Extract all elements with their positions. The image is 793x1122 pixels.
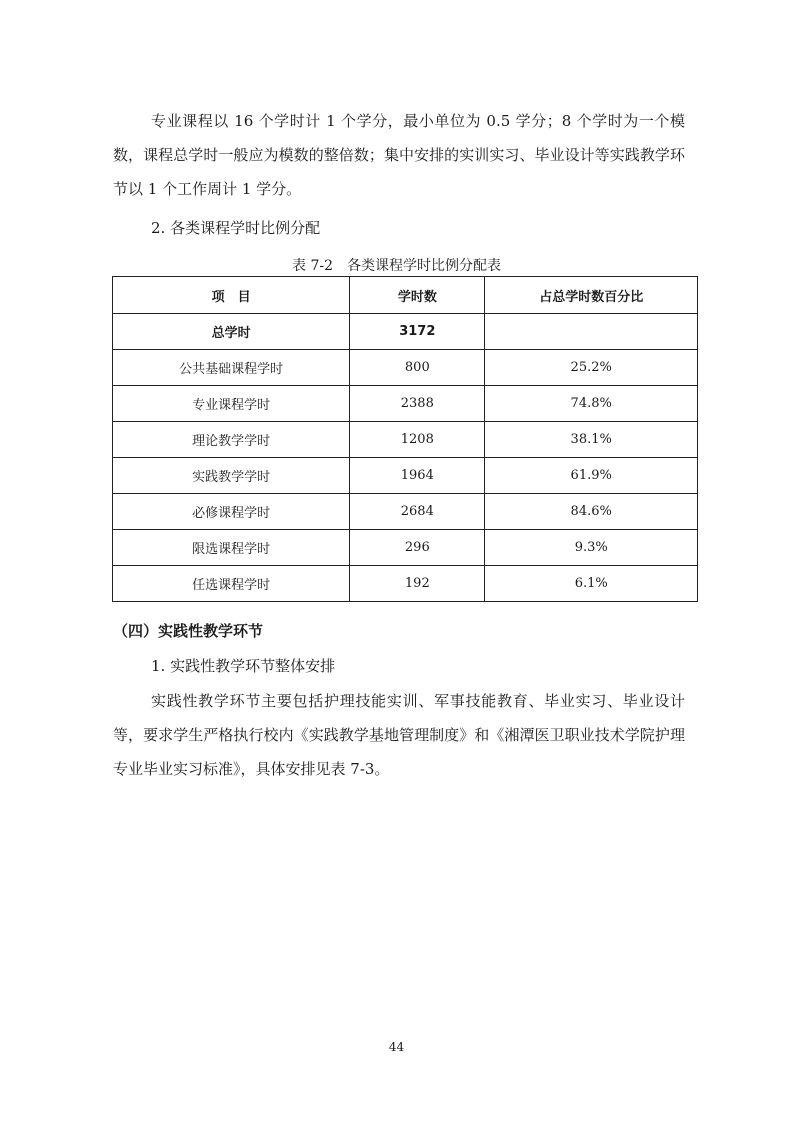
header-percentage: 占总学时数百分比 xyxy=(485,277,698,314)
row-percentage: 74.8% xyxy=(485,386,698,422)
row-percentage: 84.6% xyxy=(485,494,698,530)
hours-ratio-table xyxy=(112,276,698,602)
row-label: 总学时 xyxy=(113,314,350,350)
row-hours: 296 xyxy=(350,530,485,566)
row-label: 必修课程学时 xyxy=(113,494,350,530)
row-label: 理论教学学时 xyxy=(113,422,350,458)
table-row xyxy=(113,566,698,602)
table-row xyxy=(113,386,698,422)
row-percentage: 9.3% xyxy=(485,530,698,566)
subheading-course-ratio: 2. 各类课程学时比例分配 xyxy=(151,219,321,237)
table-row xyxy=(113,314,698,350)
row-label: 公共基础课程学时 xyxy=(113,350,350,386)
table-row xyxy=(113,530,698,566)
page-number: 44 xyxy=(388,1040,405,1054)
row-hours: 2684 xyxy=(350,494,485,530)
row-hours: 1964 xyxy=(350,458,485,494)
table-row xyxy=(113,350,698,386)
table-caption: 表 7-2 各类课程学时比例分配表 xyxy=(292,258,501,274)
header-item: 项 目 xyxy=(113,277,350,314)
row-hours: 1208 xyxy=(350,422,485,458)
table-row xyxy=(113,422,698,458)
row-percentage: 25.2% xyxy=(485,350,698,386)
row-label: 限选课程学时 xyxy=(113,530,350,566)
row-label: 实践教学学时 xyxy=(113,458,350,494)
row-label: 专业课程学时 xyxy=(113,386,350,422)
row-percentage: 38.1% xyxy=(485,422,698,458)
header-hours: 学时数 xyxy=(350,277,485,314)
table-row xyxy=(113,494,698,530)
subheading-practice-arrangement: 1. 实践性教学环节整体安排 xyxy=(151,657,336,675)
row-label: 任选课程学时 xyxy=(113,566,350,602)
row-hours: 800 xyxy=(350,350,485,386)
practice-paragraph: 实践性教学环节主要包括护理技能实训、军事技能教育、毕业实习、毕业设计等，要求学生严格执行校内《实践教学基地管理制度》和《湘潭医卫职业技术学院护理专业毕业实习标准》，具体安排见表 7-3。 xyxy=(113,692,685,778)
row-hours: 2388 xyxy=(350,386,485,422)
table-header-row xyxy=(113,277,698,314)
row-percentage xyxy=(485,314,698,350)
row-hours: 3172 xyxy=(350,314,485,350)
intro-paragraph: 专业课程以 16 个学时计 1 个学分，最小单位为 0.5 学分；8 个学时为一个模数，课程总学时一般应为模数的整倍数；集中安排的实训实习、毕业设计等实践教学环节以 1 个工作周计 1 学分。 xyxy=(113,112,685,198)
row-hours: 192 xyxy=(350,566,485,602)
row-percentage: 61.9% xyxy=(485,458,698,494)
section-heading-practice: （四）实践性教学环节 xyxy=(113,622,264,640)
table-row xyxy=(113,458,698,494)
row-percentage: 6.1% xyxy=(485,566,698,602)
